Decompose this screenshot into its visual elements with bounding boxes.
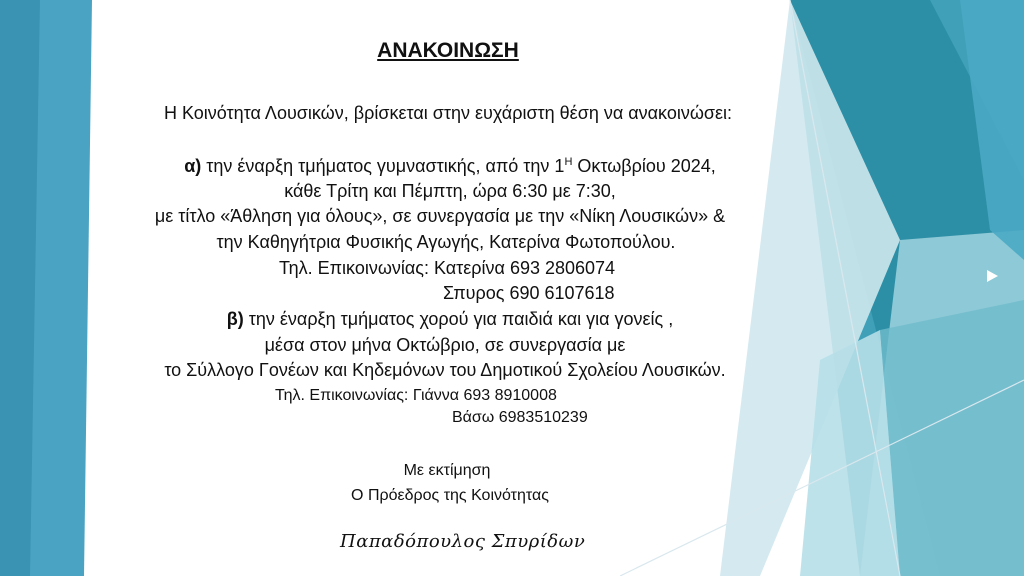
section-a-line1-post: Οκτωβρίου 2024,	[572, 156, 716, 176]
handwritten-signature: Παπαδόπουλος Σπυρίδων	[340, 531, 586, 552]
section-a-contact-2: Σπυρος 690 6107618	[443, 283, 615, 303]
closing-regards: Με εκτίμηση	[403, 462, 491, 479]
section-b-line1	[227, 308, 673, 330]
section-b-contact-1: Τηλ. Επικοινωνίας: Γιάννα 693 8910008	[275, 387, 557, 404]
section-a-line1-pre: την έναρξη τμήματος γυμναστικής, από την 1	[201, 156, 565, 176]
section-b-marker: β)	[226, 309, 244, 329]
section-a-superscript: Η	[564, 156, 573, 168]
announcement-title: ΑΝΑΚΟΙΝΩΣΗ	[377, 39, 519, 62]
section-a-marker: α)	[184, 156, 202, 176]
section-a-contact-1: Τηλ. Επικοινωνίας: Κατερίνα 693 2806074	[278, 258, 616, 278]
right-shape-5	[880, 300, 1024, 576]
section-a-line1	[184, 155, 716, 177]
section-a-line2: κάθε Τρίτη και Πέμπτη, ώρα 6:30 με 7:30,	[284, 181, 616, 201]
section-b-line2: μέσα στον μήνα Οκτώβριο, σε συνεργασία με	[264, 335, 626, 355]
section-b-line1-text: την έναρξη τμήματος χορού για παιδιά και για γονείς ,	[243, 309, 674, 329]
section-b-contact-2: Βάσω 6983510239	[452, 409, 588, 426]
section-a-line4: την Καθηγήτρια Φυσικής Αγωγής, Κατερίνα Φωτοπούλου.	[216, 232, 676, 252]
section-a-line3: με τίτλο «Άθληση για όλους», σε συνεργασία με την «Νίκη Λουσικών» &	[154, 206, 726, 226]
closing-signatory-title: Ο Πρόεδρος της Κοινότητας	[351, 487, 549, 504]
intro-text: Η Κοινότητα Λουσικών, βρίσκεται στην ευχάριστη θέση να ανακοινώσει:	[163, 103, 733, 123]
section-b-line3: το Σύλλογο Γονέων και Κηδεμόνων του Δημοτικού Σχολείου Λουσικών.	[164, 360, 726, 380]
